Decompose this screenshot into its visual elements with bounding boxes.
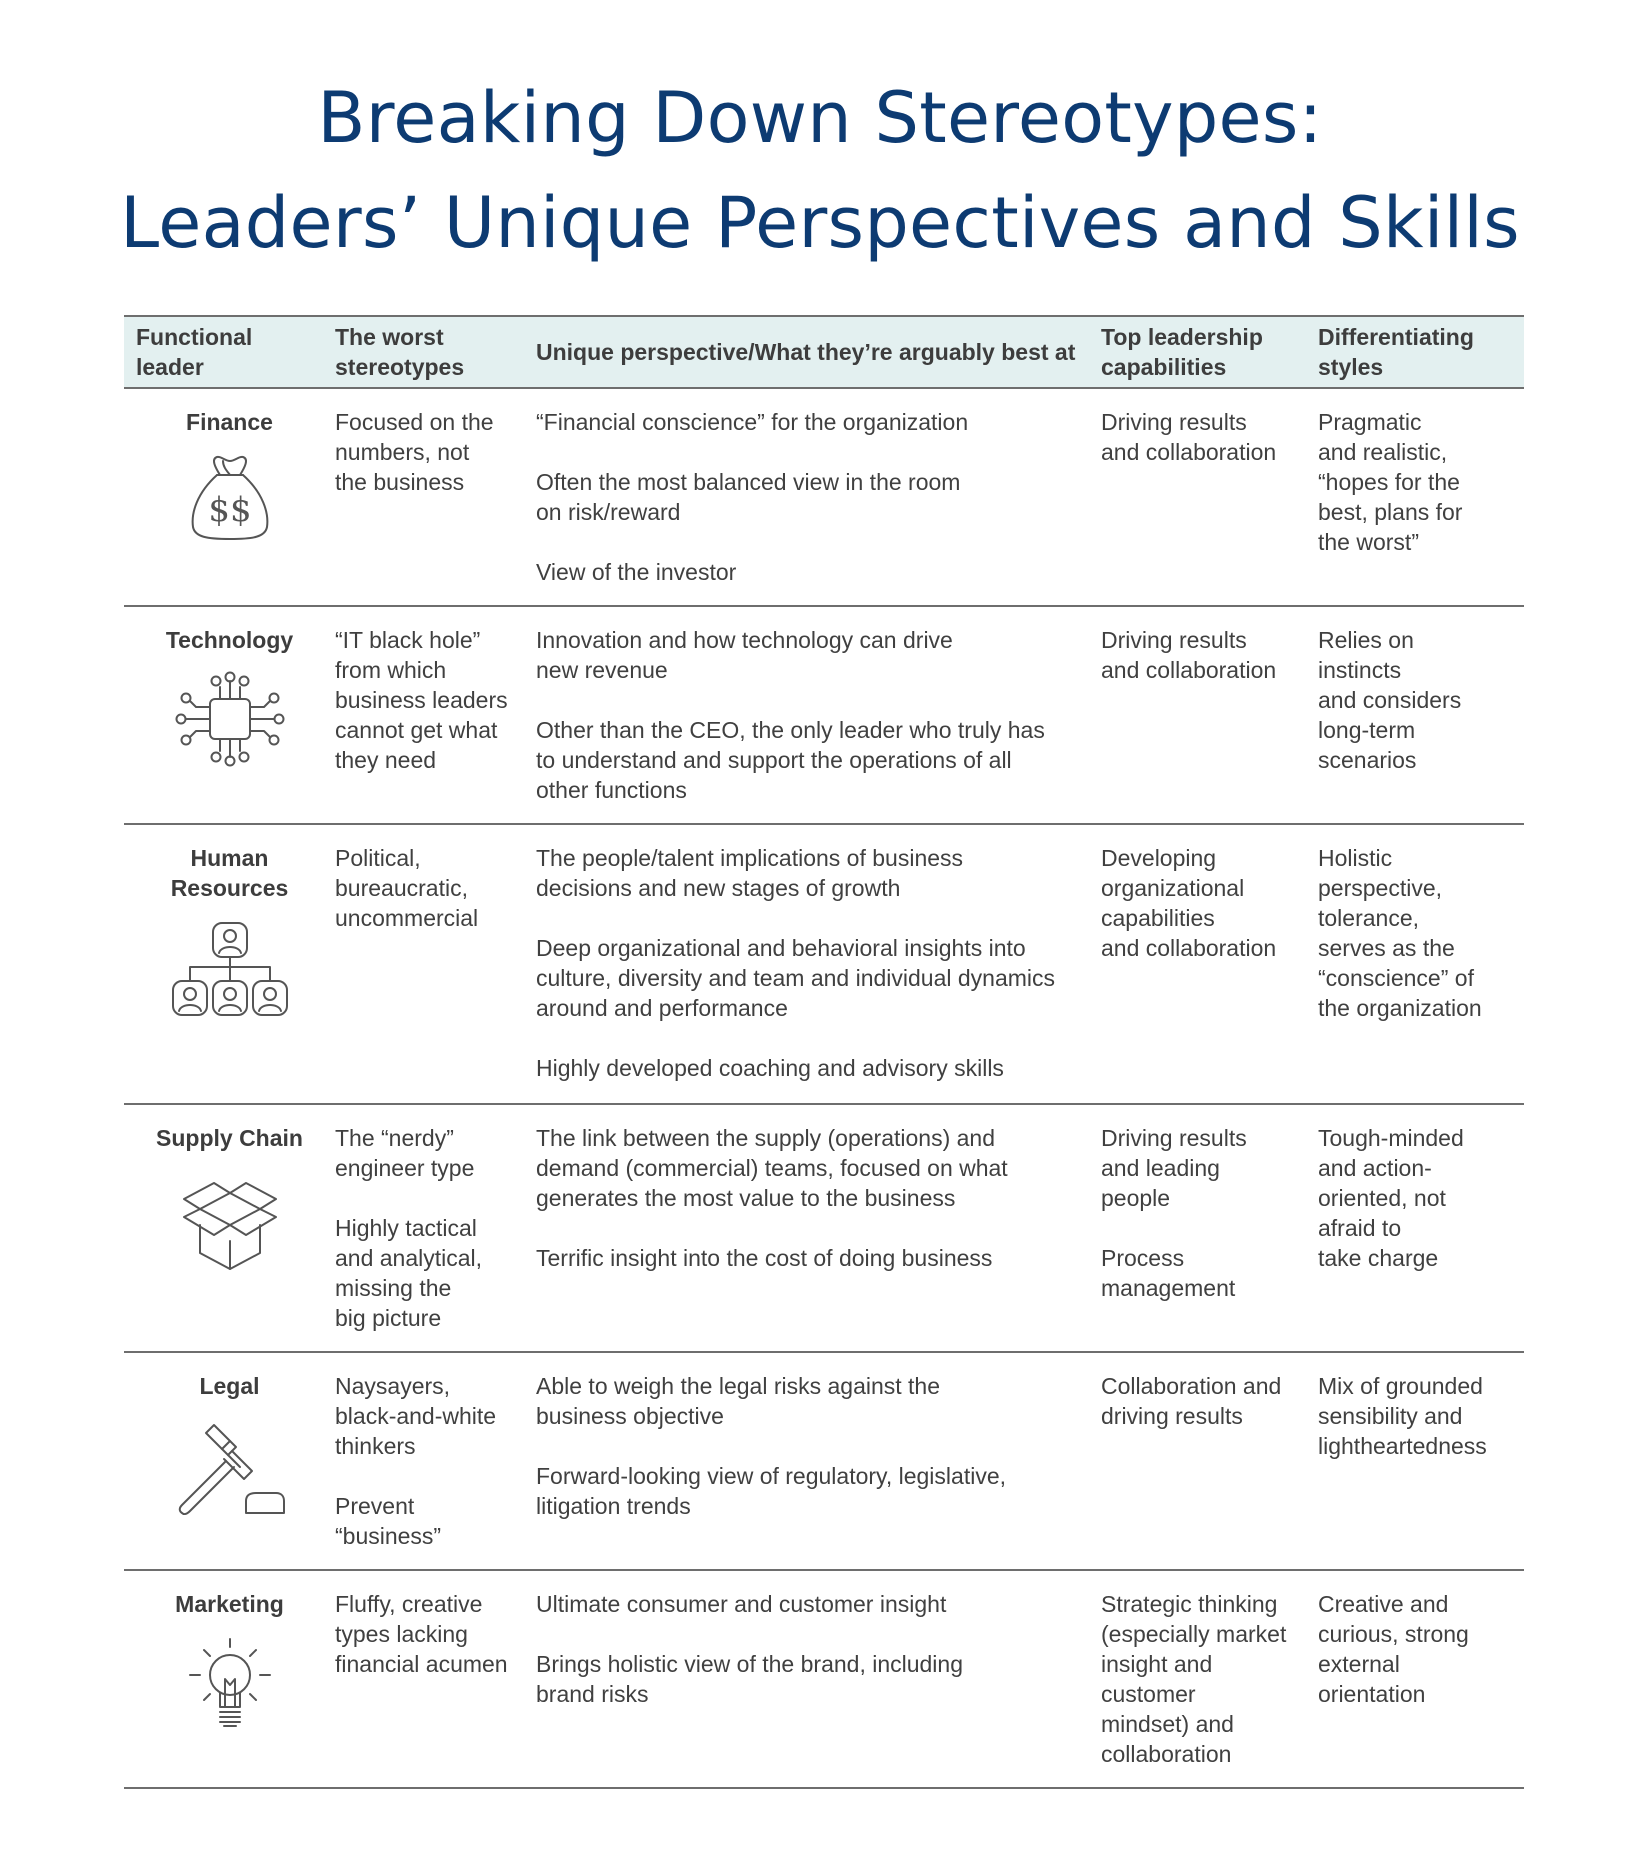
cell-top-capabilities: [1101, 1123, 1318, 1351]
cell-unique-perspective: [536, 843, 1101, 1103]
title-line-2: Leaders’ Unique Perspectives and Skills: [120, 182, 1520, 264]
page-title: [0, 66, 1640, 276]
cell-unique-perspective: [536, 625, 1101, 823]
cell-differentiating-styles: [1318, 407, 1524, 605]
cell-paragraph: Political, bureaucratic, uncommercial: [335, 845, 479, 931]
cell-paragraph: Mix of grounded sensibility and lightheartedness: [1318, 1373, 1487, 1459]
cell-worst-stereotypes: [335, 843, 536, 1103]
cell-unique-perspective: [536, 1371, 1101, 1569]
cell-paragraph: Other than the CEO, the only leader who truly has to understand and support the operations of all other functions: [536, 717, 1045, 803]
cell-unique-perspective: [536, 1123, 1101, 1351]
cell-differentiating-styles: [1318, 843, 1524, 1103]
cell-paragraph: Brings holistic view of the brand, including brand risks: [536, 1651, 964, 1707]
cell-worst-stereotypes: [335, 625, 536, 823]
leader-name: Supply Chain: [156, 1125, 303, 1151]
cell-paragraph: View of the investor: [536, 559, 737, 585]
cell-top-capabilities: [1101, 843, 1318, 1103]
cell-functional-leader: [124, 407, 335, 605]
cell-differentiating-styles: [1318, 1371, 1524, 1569]
cell-paragraph: Forward-looking view of regulatory, legislative, litigation trends: [536, 1463, 1006, 1519]
table-row-marketing: [124, 1571, 1524, 1789]
header-unique-perspective: Unique perspective/What they’re arguably best at: [536, 339, 1076, 365]
header-top-capabilities: Top leadership capabilities: [1101, 324, 1263, 380]
cell-worst-stereotypes: [335, 1589, 536, 1787]
table-row-legal: [124, 1353, 1524, 1571]
cell-differentiating-styles: [1318, 1589, 1524, 1787]
header-functional-leader: Functional leader: [136, 324, 253, 380]
money-bag-icon: [187, 453, 273, 543]
cell-paragraph: Developing organizational capabilities and collaboration: [1101, 845, 1277, 961]
cell-paragraph: Focused on the numbers, not the business: [335, 409, 494, 495]
header-worst-stereotypes: The worst stereotypes: [335, 324, 465, 380]
header-differentiating-styles: Differentiating styles: [1318, 324, 1474, 380]
cell-differentiating-styles: [1318, 1123, 1524, 1351]
cell-top-capabilities: [1101, 1589, 1318, 1787]
cell-unique-perspective: [536, 407, 1101, 605]
cell-paragraph: Highly developed coaching and advisory skills: [536, 1055, 1004, 1081]
cell-paragraph: Process management: [1101, 1245, 1236, 1301]
table-body: [124, 389, 1524, 1789]
svg-text:$$: $$: [207, 490, 252, 530]
cell-functional-leader: [124, 1589, 335, 1787]
cell-paragraph: Highly tactical and analytical, missing the big picture: [335, 1215, 483, 1331]
cell-paragraph: Holistic perspective, tolerance, serves as the “conscience” of the organization: [1318, 845, 1482, 1021]
cell-unique-perspective: [536, 1589, 1101, 1787]
cell-paragraph: Relies on instincts and considers long-term scenarios: [1318, 627, 1462, 773]
leader-name: Legal: [199, 1373, 260, 1399]
cell-paragraph: “Financial conscience” for the organization: [536, 409, 969, 435]
cell-paragraph: Creative and curious, strong external orientation: [1318, 1591, 1469, 1707]
cell-functional-leader: [124, 1371, 335, 1569]
title-line-1: Breaking Down Stereotypes:: [317, 77, 1323, 159]
cell-paragraph: Driving results and leading people: [1101, 1125, 1247, 1211]
cell-paragraph: The people/talent implications of business decisions and new stages of growth: [536, 845, 964, 901]
cell-top-capabilities: [1101, 407, 1318, 605]
lightbulb-icon: [182, 1635, 278, 1739]
table-row-finance: [124, 389, 1524, 607]
cell-top-capabilities: [1101, 625, 1318, 823]
cell-paragraph: The link between the supply (operations) and demand (commercial) teams, focused on what generates the most value to the business: [536, 1125, 1008, 1211]
table-row-technology: [124, 607, 1524, 825]
cell-paragraph: Pragmatic and realistic, “hopes for the best, plans for the worst”: [1318, 409, 1463, 555]
cell-paragraph: Prevent “business”: [335, 1493, 442, 1549]
table-row-human-resources: [124, 825, 1524, 1105]
cell-paragraph: Fluffy, creative types lacking financial acumen: [335, 1591, 508, 1677]
leader-name: Technology: [165, 627, 294, 653]
cell-functional-leader: [124, 1123, 335, 1351]
cell-paragraph: Able to weigh the legal risks against the business objective: [536, 1373, 941, 1429]
open-box-icon: [178, 1169, 282, 1271]
org-chart-people-icon: [165, 919, 295, 1023]
cell-paragraph: “IT black hole” from which business leaders cannot get what they need: [335, 627, 508, 773]
cell-worst-stereotypes: [335, 1123, 536, 1351]
cell-paragraph: Naysayers, black-and-white thinkers: [335, 1373, 497, 1459]
cell-functional-leader: [124, 625, 335, 823]
cell-paragraph: Terrific insight into the cost of doing business: [536, 1245, 993, 1271]
cell-differentiating-styles: [1318, 625, 1524, 823]
gavel-icon: [170, 1417, 290, 1519]
cell-paragraph: Tough-minded and action- oriented, not afraid to take charge: [1318, 1125, 1464, 1271]
cell-paragraph: Often the most balanced view in the room on risk/reward: [536, 469, 961, 525]
table-header: [124, 315, 1524, 389]
cell-paragraph: Driving results and collaboration: [1101, 409, 1277, 465]
cell-worst-stereotypes: [335, 1371, 536, 1569]
cell-paragraph: Innovation and how technology can drive new revenue: [536, 627, 953, 683]
cell-paragraph: Driving results and collaboration: [1101, 627, 1277, 683]
cell-worst-stereotypes: [335, 407, 536, 605]
cell-paragraph: The “nerdy” engineer type: [335, 1125, 475, 1181]
cell-top-capabilities: [1101, 1371, 1318, 1569]
leader-name: Finance: [186, 409, 273, 435]
cell-paragraph: Strategic thinking (especially market insight and customer mindset) and collaboration: [1101, 1591, 1287, 1767]
leader-name: Human Resources: [170, 845, 289, 901]
cell-functional-leader: [124, 843, 335, 1103]
circuit-chip-icon: [172, 671, 288, 767]
table-row-supply-chain: [124, 1105, 1524, 1353]
cell-paragraph: Ultimate consumer and customer insight: [536, 1591, 947, 1617]
leaders-table: [124, 315, 1524, 1789]
cell-paragraph: Deep organizational and behavioral insights into culture, diversity and team and individual dynamics around and performance: [536, 935, 1056, 1021]
leader-name: Marketing: [175, 1591, 284, 1617]
cell-paragraph: Collaboration and driving results: [1101, 1373, 1282, 1429]
